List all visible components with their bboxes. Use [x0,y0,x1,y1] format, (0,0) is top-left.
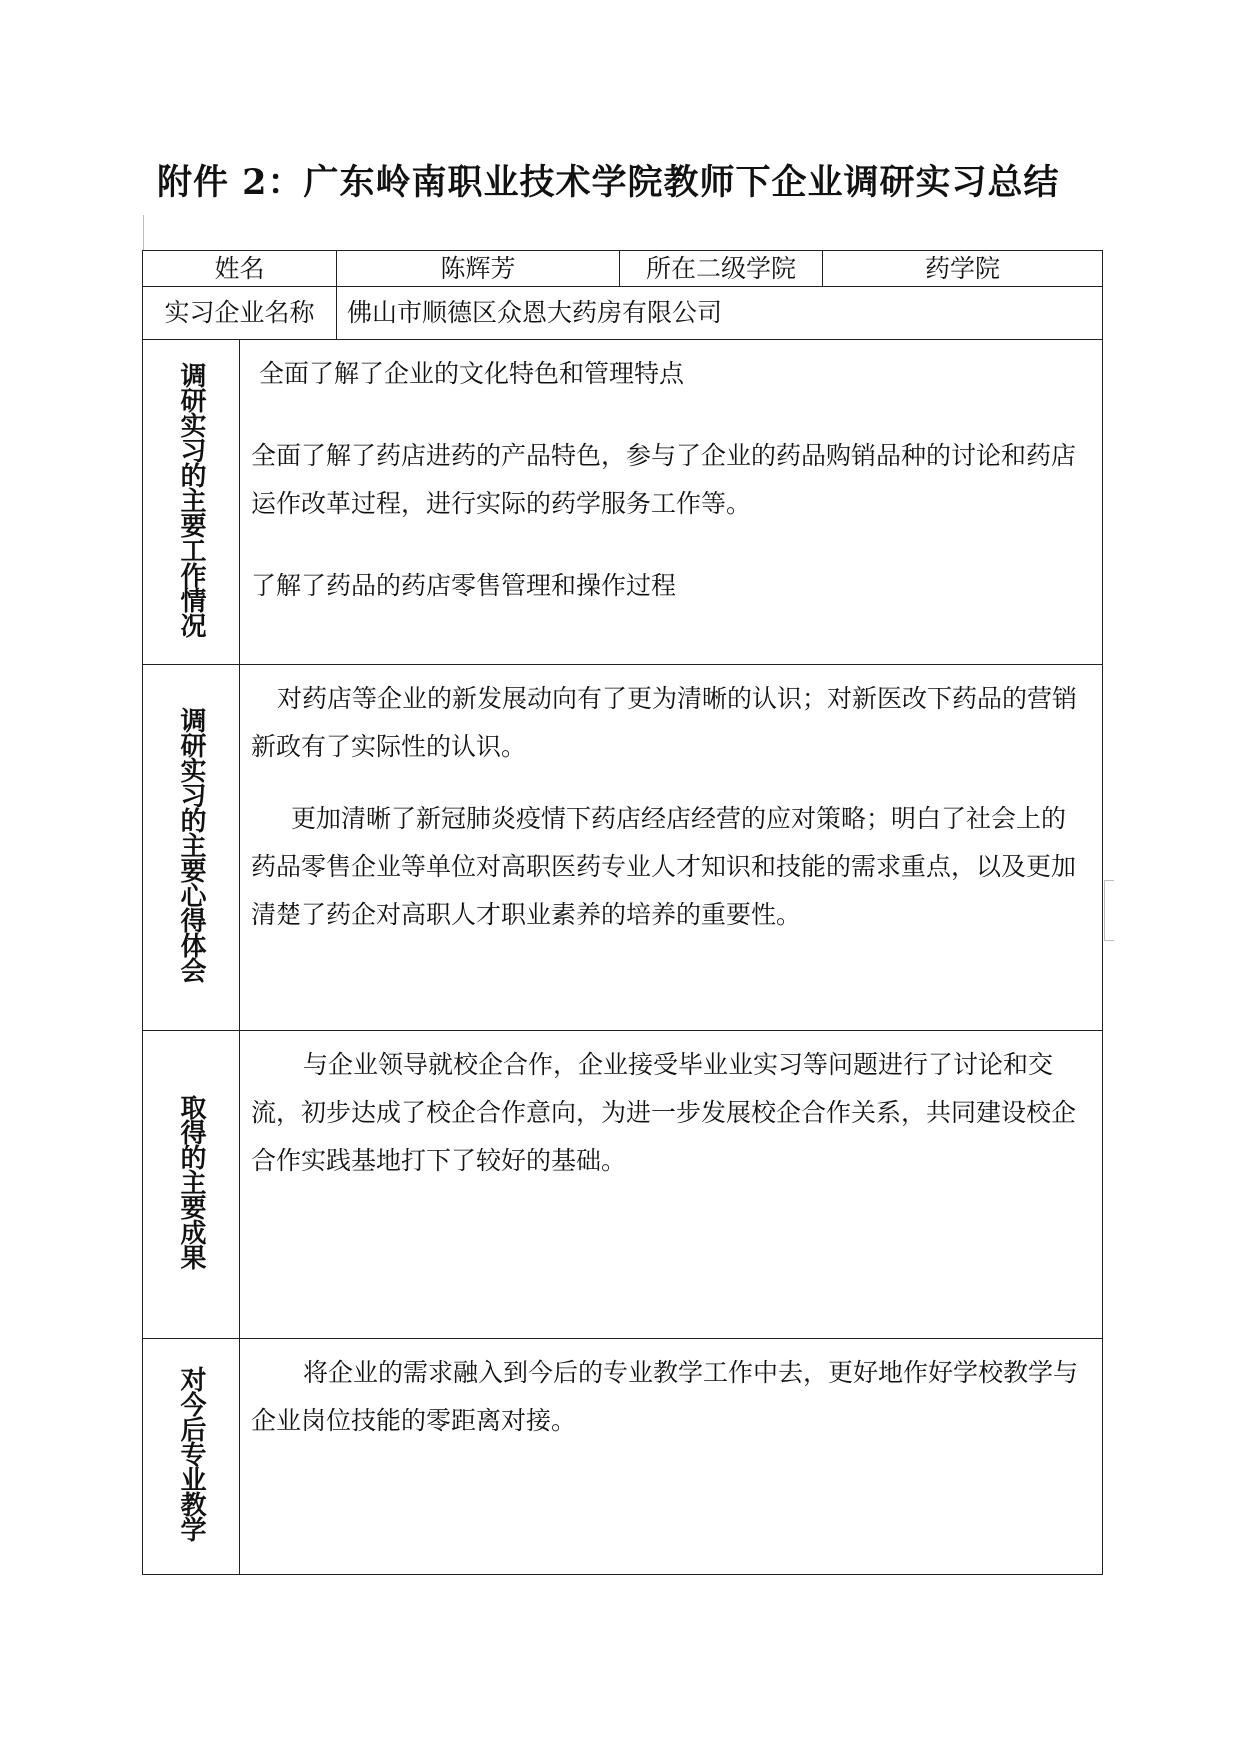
company-value-cell: 佛山市顺德区众恩大药房有限公司 [337,287,1103,340]
future-paragraph-1: 将企业的需求融入到今后的专业教学工作中去，更好地作好学校教学与企业岗位技能的零距离对接。 [251,1358,1079,1435]
work-paragraph-1: 全面了解了企业的文化特色和管理特点 [251,359,684,388]
results-paragraph-1: 与企业领导就校企合作，企业接受毕业业实习等问题进行了讨论和交流，初步达成了校企合作意向，为进一步发展校企合作关系，共同建设校企合作实践基地打下了较好的基础。 [251,1050,1077,1175]
work-paragraph-2: 全面了解了药店进药的产品特色，参与了企业的药品购销品种的讨论和药店运作改革过程，进行实际的药学服务工作等。 [251,441,1077,518]
table-row-experience [143,665,1103,1031]
text-cursor-mark [143,215,144,251]
work-content-cell [240,340,1103,665]
future-label: 对今后专业教学 [176,1366,206,1541]
results-content-cell [240,1031,1103,1339]
table-row-company [143,287,1103,340]
name-value-cell: 陈辉芳 [337,251,620,287]
summary-table [142,250,1103,1575]
company-label-cell: 实习企业名称 [143,287,337,340]
experience-content-cell [240,665,1103,1031]
results-label-cell [143,1031,240,1339]
name-label-cell: 姓名 [143,251,337,287]
table-row-header [143,251,1103,287]
experience-label: 调研实习的主要心得体会 [176,707,206,982]
experience-label-cell [143,665,240,1031]
future-content-cell [240,1339,1103,1575]
document-title: 附件 2：广东岭南职业技术学院教师下企业调研实习总结 [157,162,1060,203]
work-paragraph-3: 了解了药品的药店零售管理和操作过程 [251,571,677,600]
table-row-results [143,1031,1103,1339]
work-label: 调研实习的主要工作情况 [176,361,206,637]
table-row-future [143,1339,1103,1575]
future-label-cell [143,1339,240,1575]
college-label-cell: 所在二级学院 [620,251,823,287]
table-resize-handle-top [1104,880,1114,881]
table-resize-handle-bottom [1104,940,1114,941]
college-value-cell: 药学院 [823,251,1103,287]
table-row-work [143,340,1103,665]
experience-paragraph-1: 对药店等企业的新发展动向有了更为清晰的认识；对新医改下药品的营销新政有了实际性的认识。 [251,684,1078,761]
experience-paragraph-2: 更加清晰了新冠肺炎疫情下药店经店经营的应对策略；明白了社会上的药品零售企业等单位对高职医药专业人才知识和技能的需求重点，以及更加清楚了药企对高职人才职业素养的培养的重要性。 [251,804,1077,929]
work-label-cell [143,340,240,665]
results-label: 取得的主要成果 [176,1094,206,1269]
table-resize-handle[interactable] [1104,880,1105,940]
